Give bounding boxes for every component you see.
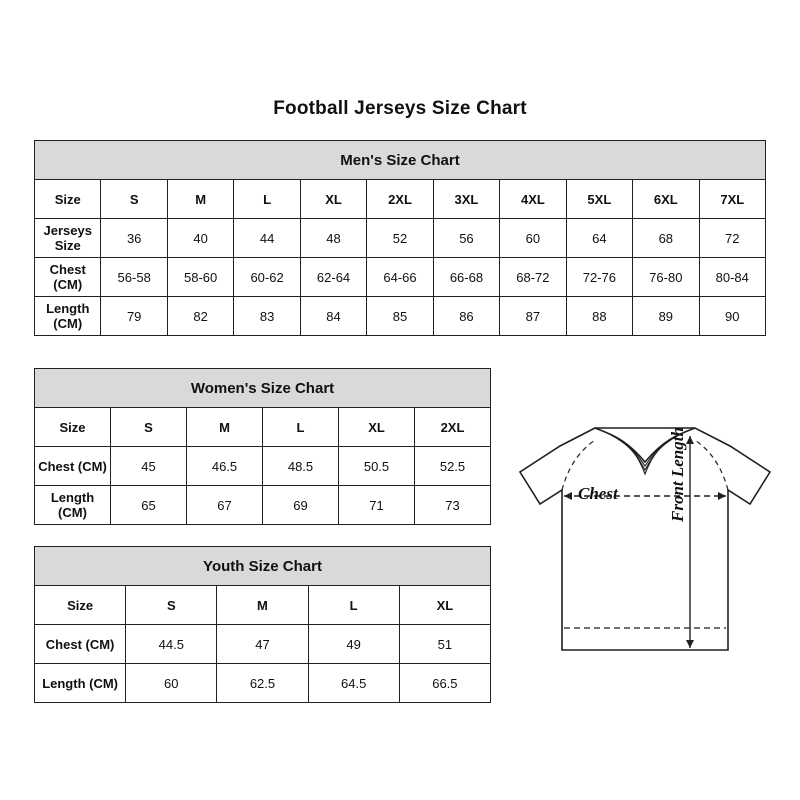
mens-row-label: Chest (CM) [35,258,101,297]
mens-size-header-cell: L [234,180,300,219]
mens-row-label: Size [35,180,101,219]
mens-value-cell: 58-60 [167,258,233,297]
womens-value-cell: 50.5 [339,447,415,486]
mens-value-cell: 40 [167,219,233,258]
mens-value-cell: 89 [633,297,699,336]
womens-value-cell: 45 [111,447,187,486]
womens-size-header-cell: M [187,408,263,447]
womens-row-label: Size [35,408,111,447]
mens-size-header-cell: 7XL [699,180,765,219]
mens-value-cell: 87 [500,297,566,336]
mens-size-header-cell: XL [300,180,366,219]
youth-size-chart-table [34,546,491,703]
mens-value-cell: 44 [234,219,300,258]
mens-value-cell: 62-64 [300,258,366,297]
table-row [35,408,491,447]
tshirt-outline-icon [500,400,790,690]
table-row [35,297,766,336]
youth-size-header-cell: L [308,586,399,625]
chest-measurement-label: Chest [578,484,618,503]
table-row [35,180,766,219]
mens-row-label: Jerseys Size [35,219,101,258]
mens-size-header-cell: 4XL [500,180,566,219]
table-row [35,258,766,297]
womens-size-header-cell: S [111,408,187,447]
mens-value-cell: 76-80 [633,258,699,297]
youth-row-label: Size [35,586,126,625]
mens-size-header-cell: S [101,180,167,219]
youth-value-cell: 47 [217,625,308,664]
womens-value-cell: 67 [187,486,263,525]
mens-size-header-cell: 2XL [367,180,433,219]
mens-value-cell: 66-68 [433,258,499,297]
mens-value-cell: 56 [433,219,499,258]
mens-size-header-cell: 6XL [633,180,699,219]
womens-size-chart-table [34,368,491,525]
youth-value-cell: 62.5 [217,664,308,703]
youth-value-cell: 49 [308,625,399,664]
mens-value-cell: 48 [300,219,366,258]
front-length-measurement-label: Front Length [668,427,687,522]
womens-value-cell: 71 [339,486,415,525]
womens-size-header-cell: L [263,408,339,447]
mens-value-cell: 60 [500,219,566,258]
mens-size-header-cell: 5XL [566,180,632,219]
mens-value-cell: 80-84 [699,258,765,297]
womens-row-label: Length (CM) [35,486,111,525]
mens-value-cell: 64-66 [367,258,433,297]
table-row [35,625,491,664]
mens-value-cell: 64 [566,219,632,258]
mens-size-header-cell: 3XL [433,180,499,219]
table-row [35,486,491,525]
mens-section-header: Men's Size Chart [35,141,766,180]
womens-size-header-cell: XL [339,408,415,447]
youth-row-label: Length (CM) [35,664,126,703]
mens-value-cell: 68 [633,219,699,258]
youth-size-header-cell: XL [399,586,490,625]
youth-size-header-cell: M [217,586,308,625]
mens-value-cell: 82 [167,297,233,336]
page-title: Football Jerseys Size Chart [273,98,527,119]
table-row [35,664,491,703]
womens-value-cell: 52.5 [415,447,491,486]
table-row [35,219,766,258]
youth-value-cell: 66.5 [399,664,490,703]
youth-row-label: Chest (CM) [35,625,126,664]
mens-value-cell: 79 [101,297,167,336]
mens-value-cell: 68-72 [500,258,566,297]
mens-size-chart-table [34,140,766,336]
table-row [35,447,491,486]
womens-section-header: Women's Size Chart [35,369,491,408]
womens-size-header-cell: 2XL [415,408,491,447]
youth-value-cell: 44.5 [126,625,217,664]
mens-value-cell: 90 [699,297,765,336]
youth-size-header-cell: S [126,586,217,625]
table-row [35,586,491,625]
youth-value-cell: 64.5 [308,664,399,703]
womens-value-cell: 73 [415,486,491,525]
mens-value-cell: 52 [367,219,433,258]
youth-value-cell: 60 [126,664,217,703]
mens-value-cell: 84 [300,297,366,336]
mens-value-cell: 60-62 [234,258,300,297]
tshirt-measurement-diagram [500,400,790,690]
mens-section-header-row [35,141,766,180]
mens-value-cell: 56-58 [101,258,167,297]
womens-row-label: Chest (CM) [35,447,111,486]
womens-value-cell: 69 [263,486,339,525]
womens-value-cell: 48.5 [263,447,339,486]
mens-value-cell: 85 [367,297,433,336]
mens-row-label: Length (CM) [35,297,101,336]
mens-size-header-cell: M [167,180,233,219]
mens-value-cell: 86 [433,297,499,336]
youth-value-cell: 51 [399,625,490,664]
womens-value-cell: 65 [111,486,187,525]
womens-section-header-row [35,369,491,408]
youth-section-header-row [35,547,491,586]
mens-value-cell: 83 [234,297,300,336]
mens-value-cell: 36 [101,219,167,258]
youth-section-header: Youth Size Chart [35,547,491,586]
mens-value-cell: 88 [566,297,632,336]
mens-value-cell: 72 [699,219,765,258]
womens-value-cell: 46.5 [187,447,263,486]
mens-value-cell: 72-76 [566,258,632,297]
